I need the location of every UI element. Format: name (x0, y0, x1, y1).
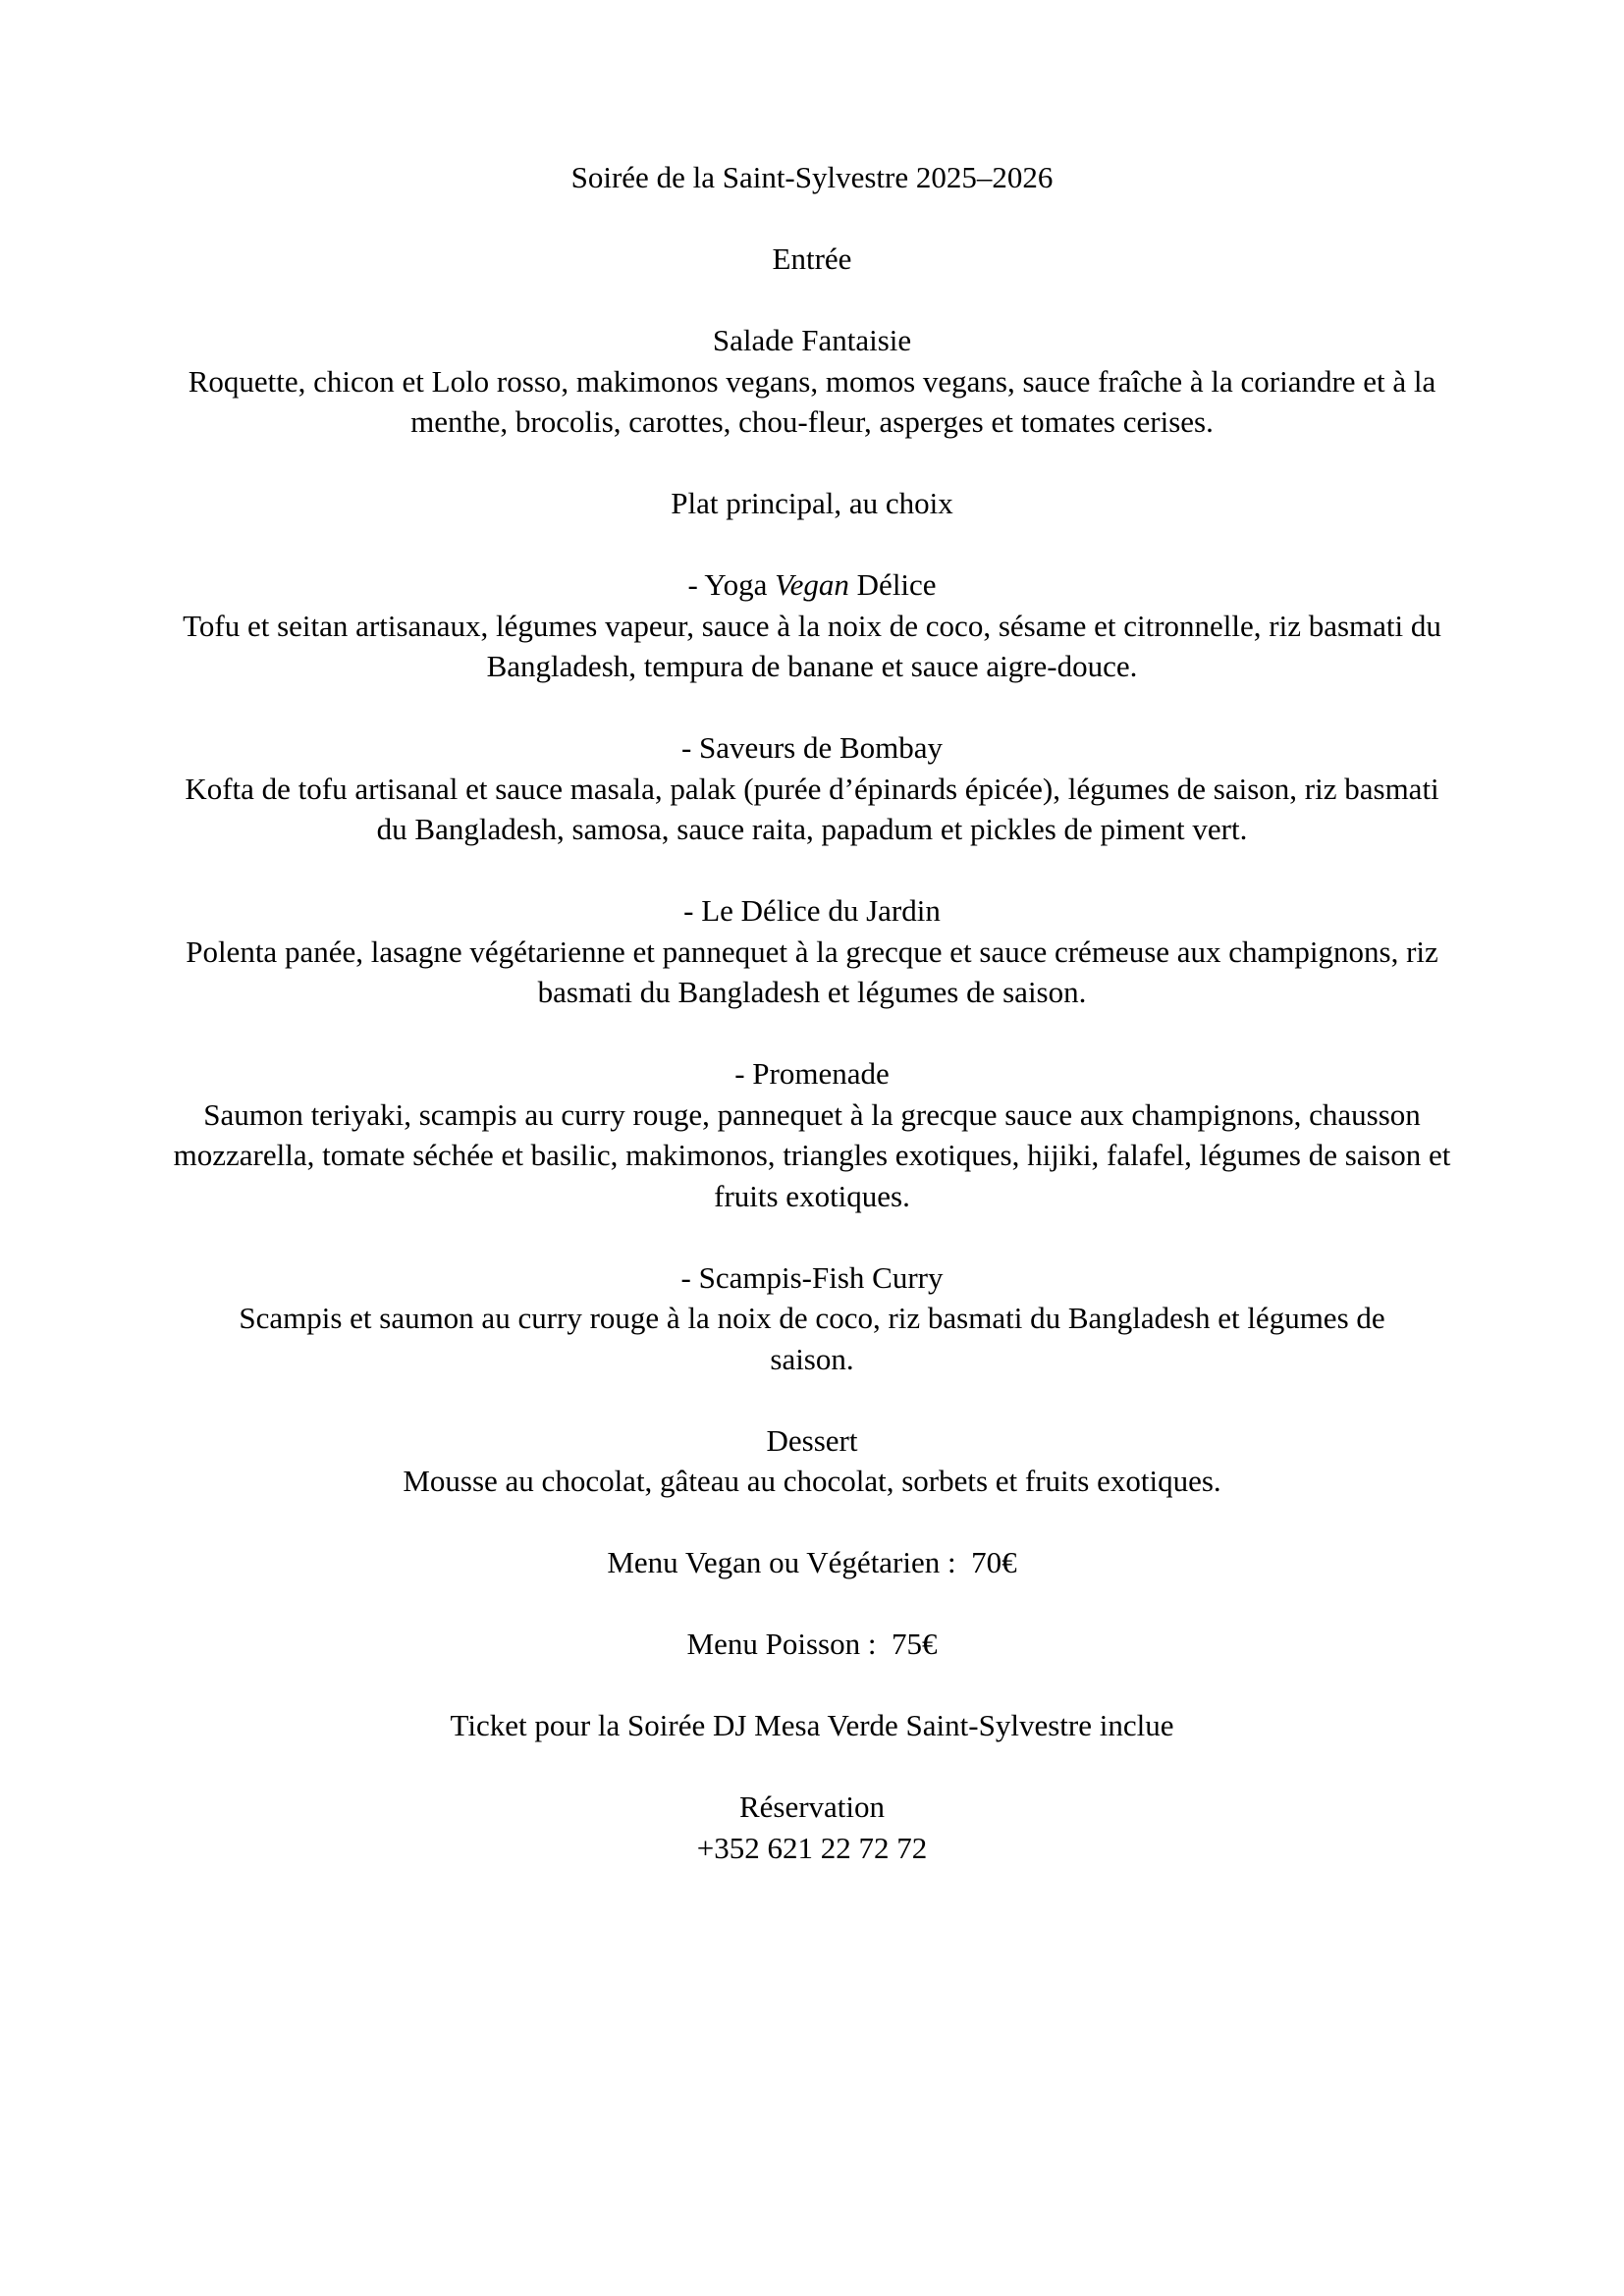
main-heading: Plat principal, au choix (671, 486, 953, 520)
menu-content (147, 157, 1477, 1868)
starter-name: Salade Fantaisie (712, 323, 912, 357)
price-vegan: Menu Vegan ou Végétarien : 70€ (607, 1545, 1017, 1579)
menu-title: Soirée de la Saint-Sylvestre 2025–2026 (570, 160, 1054, 194)
dish-description: Scampis et saumon au curry rouge à la noix de coco, riz basmati du Bangladesh et légumes de saison. (239, 1301, 1385, 1376)
starter-description: Roquette, chicon et Lolo rosso, makimonos vegans, momos vegans, sauce fraîche à la coriandre et à la menthe, brocolis, carottes, chou-fleur, asperges et tomates cerises. (188, 363, 1436, 439)
reservation-phone: +352 621 22 72 72 (696, 1830, 928, 1865)
dish-name: - Saveurs de Bombay (680, 730, 944, 765)
dish-description: Kofta de tofu artisanal et sauce masala, palak (purée d’épinards épicée), légumes de saison, riz basmati du Bangladesh, samosa, sauce raita, papadum et pickles de piment vert. (185, 771, 1439, 846)
dessert-description: Mousse au chocolat, gâteau au chocolat, sorbets et fruits exotiques. (403, 1464, 1221, 1498)
dish-name: - Promenade (734, 1056, 890, 1091)
reservation-label: Réservation (738, 1789, 886, 1824)
dish-description: Tofu et seitan artisanaux, légumes vapeur, sauce à la noix de coco, sésame et citronnelle, riz basmati du Bangladesh, tempura de banane et sauce aigre-douce. (183, 608, 1441, 683)
dish-description: Polenta panée, lasagne végétarienne et pannequet à la grecque et sauce crémeuse aux champignons, riz basmati du Bangladesh et légumes de saison. (186, 934, 1438, 1009)
dish-description: Saumon teriyaki, scampis au curry rouge, pannequet à la grecque sauce aux champignons, chausson mozzarella, tomate séchée et basilic, makimonos, triangles exotiques, hijiki, falafel, légumes de saison et fruits exotiques. (173, 1096, 1451, 1213)
ticket-note: Ticket pour la Soirée DJ Mesa Verde Saint-Sylvestre inclue (450, 1708, 1174, 1742)
price-fish: Menu Poisson : 75€ (686, 1627, 938, 1661)
dish-name: - Yoga Vegan Délice (687, 567, 937, 602)
dessert-heading: Dessert (766, 1422, 858, 1458)
dish-name: - Le Délice du Jardin (683, 893, 941, 928)
starter-heading: Entrée (772, 241, 852, 276)
dish-name: - Scampis-Fish Curry (680, 1259, 944, 1295)
